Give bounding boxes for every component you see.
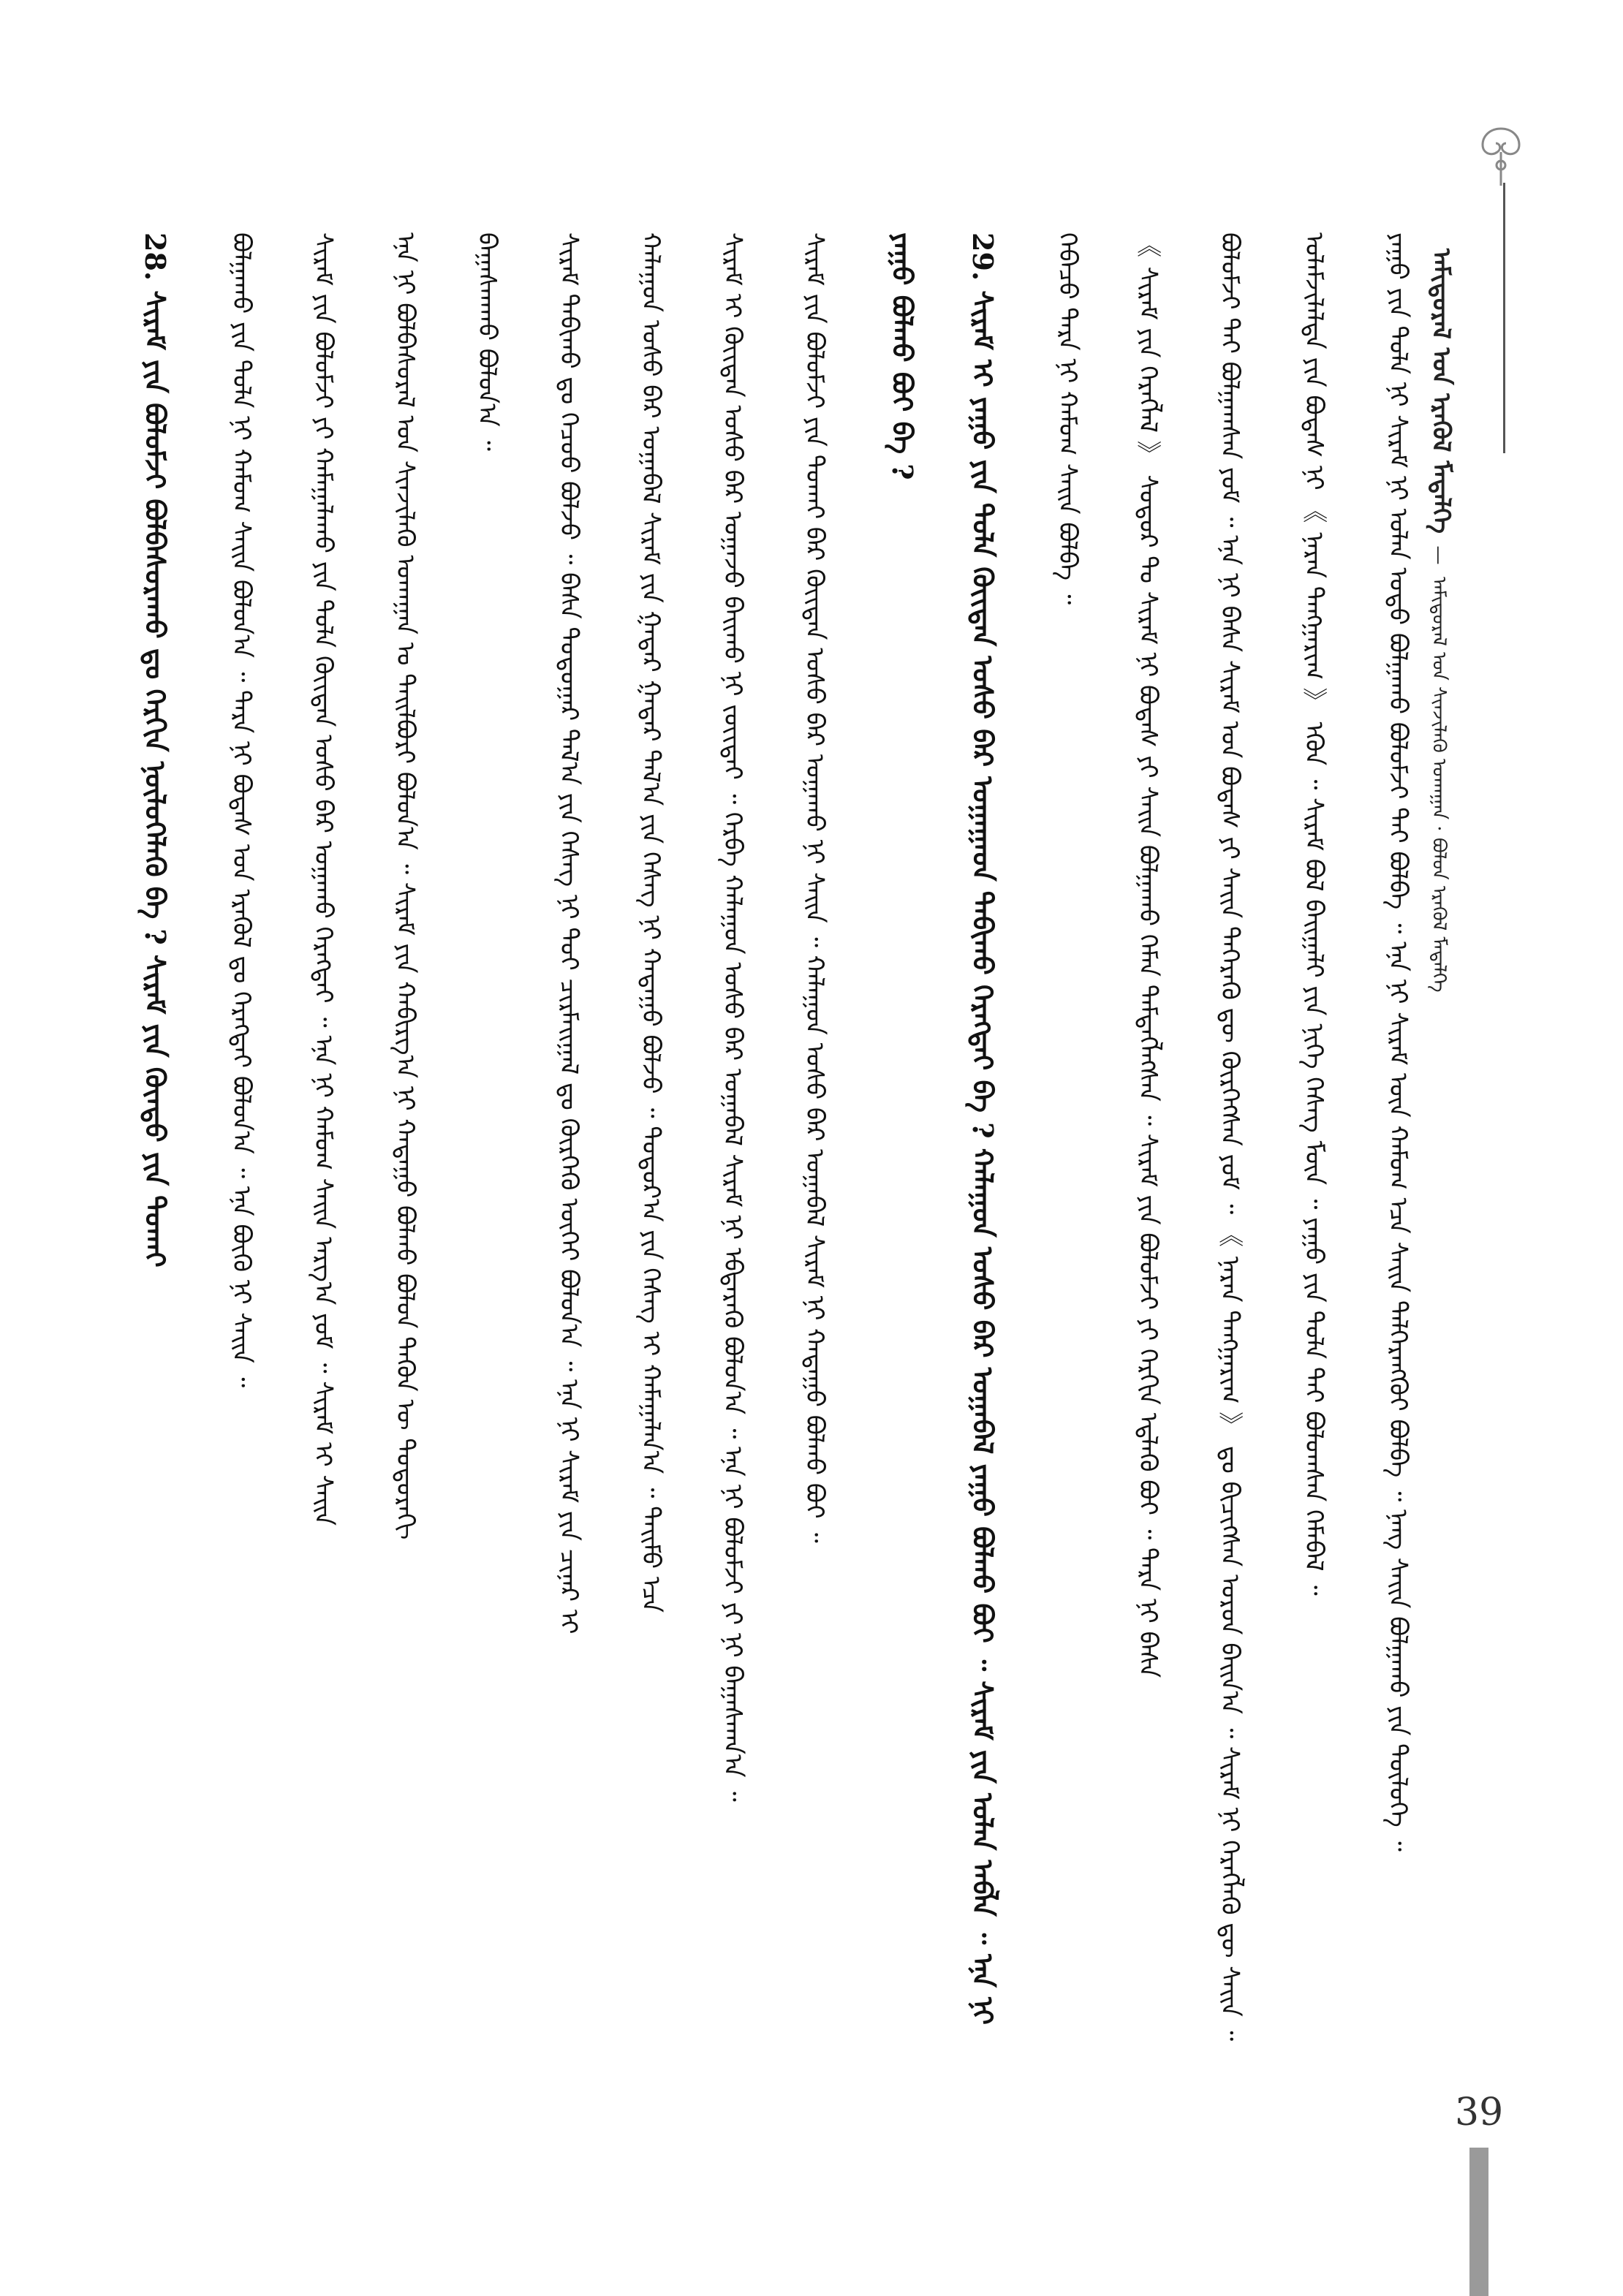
text-line: ᠰᠢᠷᠠᠮ ᠶᠢᠨ ᠪᠣᠯᠤᠮᠵᠢ ᠶᠢᠨ ᠲᠤᠬᠠᠢ ᠪᠠᠷ ᠬᠦᠢᠲᠡᠨ ᠤᠰᠤ ᠪᠠᠷ ᠤᠭᠠᠬᠤ ᠨᠢ ᠰᠠᠢᠨ ᠃ ᠬᠠᠯᠠᠭᠤᠨ ᠤᠰᠤ ᠪᠠᠷ ᠤᠭᠠᠪᠠᠯ ᠰᠢᠷᠠᠮ ᠨᠢ ᠬᠠᠲᠠᠭᠤ ᠪᠣᠯᠬᠤ ᠪᠣᠢ ᠃ [800, 232, 829, 1543]
text-line: ᠰᠢᠷᠠᠮ ᠲᠠᠪᠢᠬᠤ ᠳᠤ ᠬᠡᠴᠦᠦ ᠪᠣᠯᠵᠤ ᠃ ᠪᠠᠰᠠ ᠳᠤᠳᠤᠭᠠᠷ ᠲᠠᠯ᠎ᠠ ᠶᠢᠨ ᠬᠡᠰᠡᠭ ᠨᠢ ᠲᠤᠢ ᠴᠢᠷᠮᠠᠢᠭᠠᠯ ᠳᠤ ᠬᠦᠷᠭᠡᠬᠦ ᠦᠭᠡᠢ ᠪᠣᠯᠤᠨ᠎ᠠ ᠃ ᠡᠨᠡ ᠨᠢ ᠰᠢᠷᠠᠮ ᠶᠢᠨ ᠴᠢᠨᠠᠷ ᠢ [554, 232, 583, 1634]
running-head: ᠠᠮᠢᠳᠤᠷᠠᠯ ᠤᠨ ᠡᠷᠡᠭᠦᠯ ᠮᠡᠳᠡᠯᠭᠡ — ᠠᠮᠢᠳᠤᠷᠠᠯ ᠤᠨ ᠰᠢᠨᠵᠢᠯᠡᠬᠦ ᠤᠬᠠᠭᠠᠨ · ᠪᠣᠯᠤᠨ ᠡᠷᠡᠭᠦᠯ ᠮᠡᠳᠡᠯᠭᠡ [1426, 249, 1456, 993]
question-line: 29. ᠰᠢᠷᠠᠮ ᠢ ᠶᠠᠭᠤ ᠶᠢᠨ ᠲᠤᠯᠠ ᠬᠦᠢᠲᠡᠨ ᠤᠰᠤ ᠪᠠᠷ ᠤᠭᠠᠭᠠᠳ ᠲᠠᠪᠢᠬᠤ ᠬᠡᠷᠡᠭᠲᠡᠢ ᠪᠡ ? ᠬᠠᠯᠠᠭᠤᠨ ᠤᠰᠤ ᠪᠠᠷ ᠤᠭᠠᠪᠠᠯ ᠶᠠᠭᠤ ᠪᠣᠯᠬᠤ ᠪᠣᠢ ᠃ ᠰᠢᠷᠠᠮ ᠶᠢᠨ ᠣᠯᠠᠨ ᠠᠪᠯᠠ ᠃ ᠡᠨᠡ ᠨᠢ [966, 232, 999, 2025]
text-line: ᠤᠯᠠᠮᠵᠢᠯᠠᠯᠲᠠ ᠶᠢᠨ ᠪᠣᠳᠠᠰ ᠨᠢ 《 ᠨᠠᠷᠠᠨ ᠲᠠᠩᠭᠠᠷᠢᠭ 》 ᠡᠭᠦᠨ ᠃ ᠰᠢᠷᠠᠮ ᠪᠣᠯ ᠪᠠᠢᠭᠠᠯᠢ ᠶᠢᠨ ᠨᠢᠭᠡ ᠬᠡᠰᠡᠭ ᠮᠥᠨ ᠃ ᠶᠠᠭᠤ ᠶᠢᠨ ᠲᠤᠯᠠ ᠲᠡᠢ ᠪᠣᠯᠤᠭᠰᠠᠨ ᠬᠡᠮᠡᠪᠡᠯ ᠃ [1299, 232, 1328, 1596]
text-line: ᠰᠢᠷᠠᠮ ᠢ ᠬᠦᠢᠲᠡᠨ ᠤᠰᠤ ᠪᠠᠷ ᠤᠭᠠᠵᠤ ᠪᠠᠢᠬᠤ ᠨᠢ ᠵᠦᠢᠲᠡᠢ ᠃ ᠬᠡᠷᠪᠡ ᠬᠠᠯᠠᠭᠤᠨ ᠤᠰᠤ ᠪᠠᠷ ᠤᠭᠠᠪᠠᠯ ᠰᠢᠷᠠᠮ ᠨᠢ ᠡᠪᠳᠡᠷᠡᠬᠦ ᠪᠣᠯᠤᠨ᠎ᠠ ᠃ ᠡᠨᠡ ᠨᠢ ᠪᠣᠯᠤᠮᠵᠢ ᠶᠢ ᠨᠢ ᠪᠠᠭᠠᠰᠭᠠᠨ᠎ᠠ ᠃ [718, 232, 747, 1802]
section-title: ᠠᠮᠢᠳᠤᠷᠠᠯ ᠤᠨ ᠡᠷᠡᠭᠦᠯ ᠮᠡᠳᠡᠯᠭᠡ [1426, 249, 1456, 534]
question-line: 28. ᠰᠢᠷᠠᠮ ᠶᠢᠨ ᠪᠣᠯᠤᠮᠵᠢ ᠪᠣᠯᠪᠠᠰᠤᠷᠠᠬᠤ ᠳᠤ ᠬᠡᠷᠬᠢᠨ ᠨᠥᠯᠦᠭᠡᠯᠡᠬᠦ ᠪᠡ ? ᠰᠢᠷᠠᠮ ᠶᠢᠨ ᠬᠦᠨᠳᠦ ᠶᠢᠨ ᠲᠤᠬᠠᠢ [139, 232, 172, 1268]
running-head-text: ᠠᠮᠢᠳᠤᠷᠠᠯ ᠤᠨ ᠰᠢᠨᠵᠢᠯᠡᠬᠦ ᠤᠬᠠᠭᠠᠨ · ᠪᠣᠯᠤᠨ ᠡᠷᠡᠭᠦᠯ ᠮᠡᠳᠡᠯᠭᠡ [1428, 577, 1450, 993]
page-number: 39 [1455, 2091, 1504, 2134]
text-line: ᠪᠠᠭᠠᠰᠭᠠᠬᠤ ᠪᠣᠯᠤᠨ᠎ᠠ ᠃ [472, 232, 502, 451]
text-line: ᠬᠠᠯᠠᠭᠤᠨ ᠤᠰᠤ ᠪᠠᠷ ᠤᠭᠠᠪᠠᠯ ᠰᠢᠷᠠᠮ ᠶᠢᠨ ᠭᠠᠳᠠᠷ ᠭᠠᠳᠠᠷ ᠲᠠᠯ᠎ᠠ ᠶᠢᠨ ᠬᠡᠰᠡᠭ ᠨᠢ ᠬᠠᠲᠠᠭᠤ ᠪᠣᠯᠵᠤ ᠃ ᠳᠣᠲᠣᠷ᠎ᠠ ᠶᠢᠨ ᠬᠡᠰᠡᠭ ᠢ ᠬᠠᠮᠠᠭᠠᠯᠠᠨ᠎ᠠ ᠃ ᠲᠡᠢᠮᠦ ᠡᠴᠡ [636, 232, 665, 1613]
text-line: ᠭᠡᠪᠡᠴᠦ ᠲᠡᠷᠡ ᠨᠢ ᠬᠠᠮᠤᠭ ᠰᠠᠢᠨ ᠪᠣᠯᠪᠠ ᠃ [1053, 232, 1082, 605]
text-line: 《 ᠰᠢᠷᠠᠮ ᠶᠢᠨ ᠬᠡᠷᠡᠭᠯᠡᠯ 》 ᠰᠣᠳᠤᠷ ᠲᠤ ᠰᠢᠷᠠᠮ ᠨᠢ ᠪᠣᠳᠠᠰ ᠶᠢ ᠰᠠᠢᠨ ᠪᠣᠯᠭᠠᠬᠤ ᠬᠡᠮᠡᠨ ᠲᠡᠮᠳᠡᠭᠯᠡᠭᠰᠡᠨ ᠃ ᠰᠢᠷᠠᠮ ᠶᠢᠨ ᠪᠣᠯᠤᠮᠵᠢ ᠶᠢ ᠬᠡᠷᠬᠢᠨ ᠡᠳ᠋ᠯᠡᠬᠦ ᠪᠣᠢ ᠃ ᠲᠡᠷᠡ ᠨᠢ ᠪᠠᠰᠠ [1133, 232, 1162, 1678]
header-ornament-icon [1468, 123, 1534, 189]
text-line: ᠡᠨᠡ ᠨᠢ ᠪᠣᠯᠪᠠᠰᠤᠷᠠᠯ ᠤᠨ ᠰᠢᠨᠵᠢᠯᠡᠬᠦ ᠤᠬᠠᠭᠠᠨ ᠤ ᠲᠠᠢᠯᠪᠤᠷᠢ ᠪᠣᠯᠤᠨ᠎ᠠ ᠃ ᠰᠢᠷᠠᠮ ᠶᠢᠨ ᠬᠠᠪᠢᠷᠭ᠎ᠠ ᠨᠢ ᠬᠠᠲᠠᠭᠤ ᠪᠣᠯᠬᠤ ᠪᠣᠯᠤᠨ ᠲᠡᠭᠦᠨ ᠦ ᠳᠣᠲᠣᠷᠠᠬᠢ [390, 232, 420, 1540]
question-line: ᠶᠠᠭᠤ ᠪᠣᠯᠬᠤ ᠪᠣᠢ ᠪᠡ ? [886, 232, 919, 480]
text-line: ᠰᠢᠷᠠᠮ ᠶᠢᠨ ᠪᠣᠯᠤᠮᠵᠢ ᠶᠢ ᠬᠠᠮᠠᠭᠠᠯᠠᠬᠤ ᠶᠢᠨ ᠲᠤᠯᠠ ᠬᠦᠢᠲᠡᠨ ᠤᠰᠤ ᠪᠠᠷ ᠤᠭᠠᠬᠤ ᠬᠡᠷᠡᠭᠲᠡᠢ ᠃ ᠡᠨᠡ ᠨᠢ ᠬᠠᠮᠤᠭ ᠰᠠᠢᠨ ᠠᠷᠭ᠎ᠠ ᠶᠤᠮ ᠃ ᠰᠢᠷᠠᠮ ᠢ ᠰᠠᠢᠨ [309, 232, 338, 1526]
text-line: ᠪᠣᠯᠭᠠᠬᠤ ᠶᠢᠨ ᠲᠤᠯᠠ ᠨᠢ ᠬᠠᠮᠤᠭ ᠰᠠᠢᠨ ᠪᠣᠯᠤᠨ᠎ᠠ ᠃ ᠲᠡᠷᠡ ᠨᠢ ᠪᠣᠳᠠᠰ ᠤᠨ ᠡᠷᠡᠭᠦᠯ ᠳᠤ ᠬᠡᠷᠡᠭᠲᠡᠢ ᠪᠣᠯᠤᠨ᠎ᠠ ᠃ ᠡᠨᠡ ᠪᠦᠬᠦ ᠨᠢ ᠰᠠᠢᠨ ᠃ [227, 232, 256, 1388]
header-rule [1503, 183, 1505, 453]
thumb-tab [1469, 2148, 1488, 2296]
text-line: ᠪᠣᠯᠤᠮᠵᠢ ᠲᠡᠢ ᠪᠣᠯᠭᠠᠭᠰᠠᠨ ᠶᠤᠮ ᠃ ᠡᠨᠡ ᠨᠢ ᠪᠠᠰᠠ ᠰᠢᠷᠠᠮ ᠤᠨ ᠪᠣᠳᠠᠰ ᠶᠢ ᠰᠠᠢᠨ ᠳᠡᠭᠡᠷᠡᠬᠦ ᠳᠦ ᠬᠦᠷᠭᠡᠭᠰᠡᠨ ᠶᠤᠮ ᠃ 《 ᠨᠠᠷᠠᠨ ᠲᠠᠩᠭᠠᠷᠢᠭ 》 ᠳᠤ ᠪᠢᠴᠢᠭᠰᠡᠨ ᠣᠷᠣᠨ ᠪᠠᠢᠨ᠎ᠠ ᠃ ᠰᠢᠷᠠᠮ ᠨᠢ ᠬᠡᠷᠡᠭᠯᠡᠬᠦ ᠳᠦ ᠰᠠᠢᠨ ᠃ [1215, 232, 1244, 2042]
text-line: ᠶᠠᠭᠤ ᠶᠢᠨ ᠲᠤᠯᠠ ᠨᠢ ᠰᠢᠷᠠᠮ ᠨᠢ ᠣᠯᠠᠨ ᠣᠳᠣ ᠪᠣᠯᠭᠠᠬᠤ ᠪᠣᠯᠤᠮᠵᠢ ᠲᠠᠢ ᠪᠣᠯᠪᠠ ᠃ ᠡᠨᠡ ᠨᠢ ᠰᠢᠷᠠᠮ ᠦᠨ ᠬᠠᠮᠤᠭ ᠡᠴᠡ ᠰᠠᠢᠨ ᠳᠡᠯᠭᠡᠷᠡᠩᠭᠦᠢ ᠪᠣᠯᠪᠠ ᠃ ᠨᠡᠩ ᠰᠠᠢᠨ ᠪᠣᠯᠭᠠᠬᠤ ᠶᠢᠨ ᠲᠥᠯᠥᠭᠡ ᠃ [1383, 232, 1412, 1852]
